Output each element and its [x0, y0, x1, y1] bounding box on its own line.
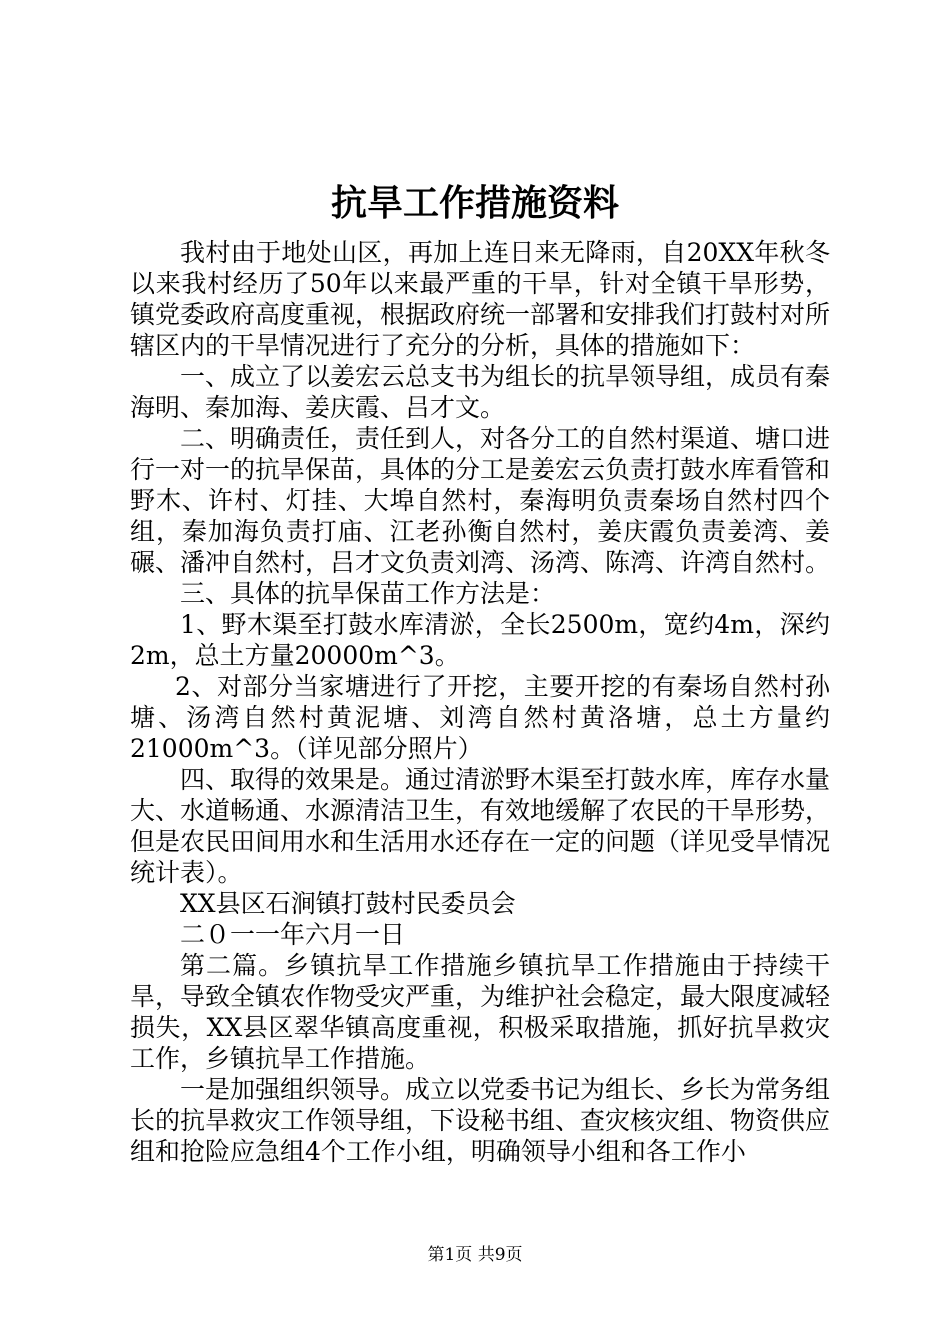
signature-date: 二０一一年六月一日 — [180, 920, 406, 949]
paragraph-item-1: 1、野木渠至打鼓水库清淤，全长2500m，宽约4m，深约2m，总土方量20000m^3。 — [130, 610, 830, 670]
paragraph-section-4: 四、取得的效果是。通过清淤野木渠至打鼓水库，库存水量大、水道畅通、水源清洁卫生，有效地缓解了农民的干旱形势，但是农民田间用水和生活用水还存在一定的问题（详见受旱情况统计表）。 — [130, 765, 831, 887]
page-footer: 第1页 共9页 — [427, 1245, 523, 1265]
document-body — [130, 237, 830, 1167]
paragraph-item-2: 2、对部分当家塘进行了开挖，主要开挖的有秦场自然村孙塘、汤湾自然村黄泥塘、刘湾自然村黄洛塘，总土方量约21000m^3。（详见部分照片） — [130, 672, 830, 763]
paragraph-intro: 我村由于地处山区，再加上连日来无降雨，自20XX年秋冬以来我村经历了50年以来最严重的干旱，针对全镇干旱形势，镇党委政府高度重视，根据政府统一部署和安排我们打鼓村对所辖区内的干旱情况进行了充分的分析，具体的措施如下： — [130, 238, 831, 360]
document-title: 抗旱工作措施资料 — [330, 182, 619, 224]
paragraph-part-two-item-1: 一是加强组织领导。成立以党委书记为组长、乡长为常务组长的抗旱救灾工作领导组，下设秘书组、查灾核灾组、物资供应组和抢险应急组4个工作小组，明确领导小组和各工作小 — [130, 1075, 831, 1166]
paragraph-section-1: 一、成立了以姜宏云总支书为组长的抗旱领导组，成员有秦海明、秦加海、姜庆霞、吕才文。 — [130, 362, 831, 422]
paragraph-section-3: 三、具体的抗旱保苗工作方法是： — [180, 579, 556, 608]
paragraph-part-two: 第二篇。乡镇抗旱工作措施乡镇抗旱工作措施由于持续干旱，导致全镇农作物受灾严重，为维护社会稳定，最大限度减轻损失，XX县区翠华镇高度重视，积极采取措施，抓好抗旱救灾工作，乡镇抗旱工作措施。 — [130, 951, 831, 1073]
signature-organization: XX县区石涧镇打鼓村民委员会 — [180, 889, 516, 918]
paragraph-section-2: 二、明确责任，责任到人，对各分工的自然村渠道、塘口进行一对一的抗旱保苗，具体的分工是姜宏云负责打鼓水库看管和野木、许村、灯挂、大埠自然村，秦海明负责秦场自然村四个组，秦加海负责打庙、江老孙衡自然村，姜庆霞负责姜湾、姜碾、潘冲自然村，吕才文负责刘湾、汤湾、陈湾、许湾自然村。 — [130, 424, 831, 577]
